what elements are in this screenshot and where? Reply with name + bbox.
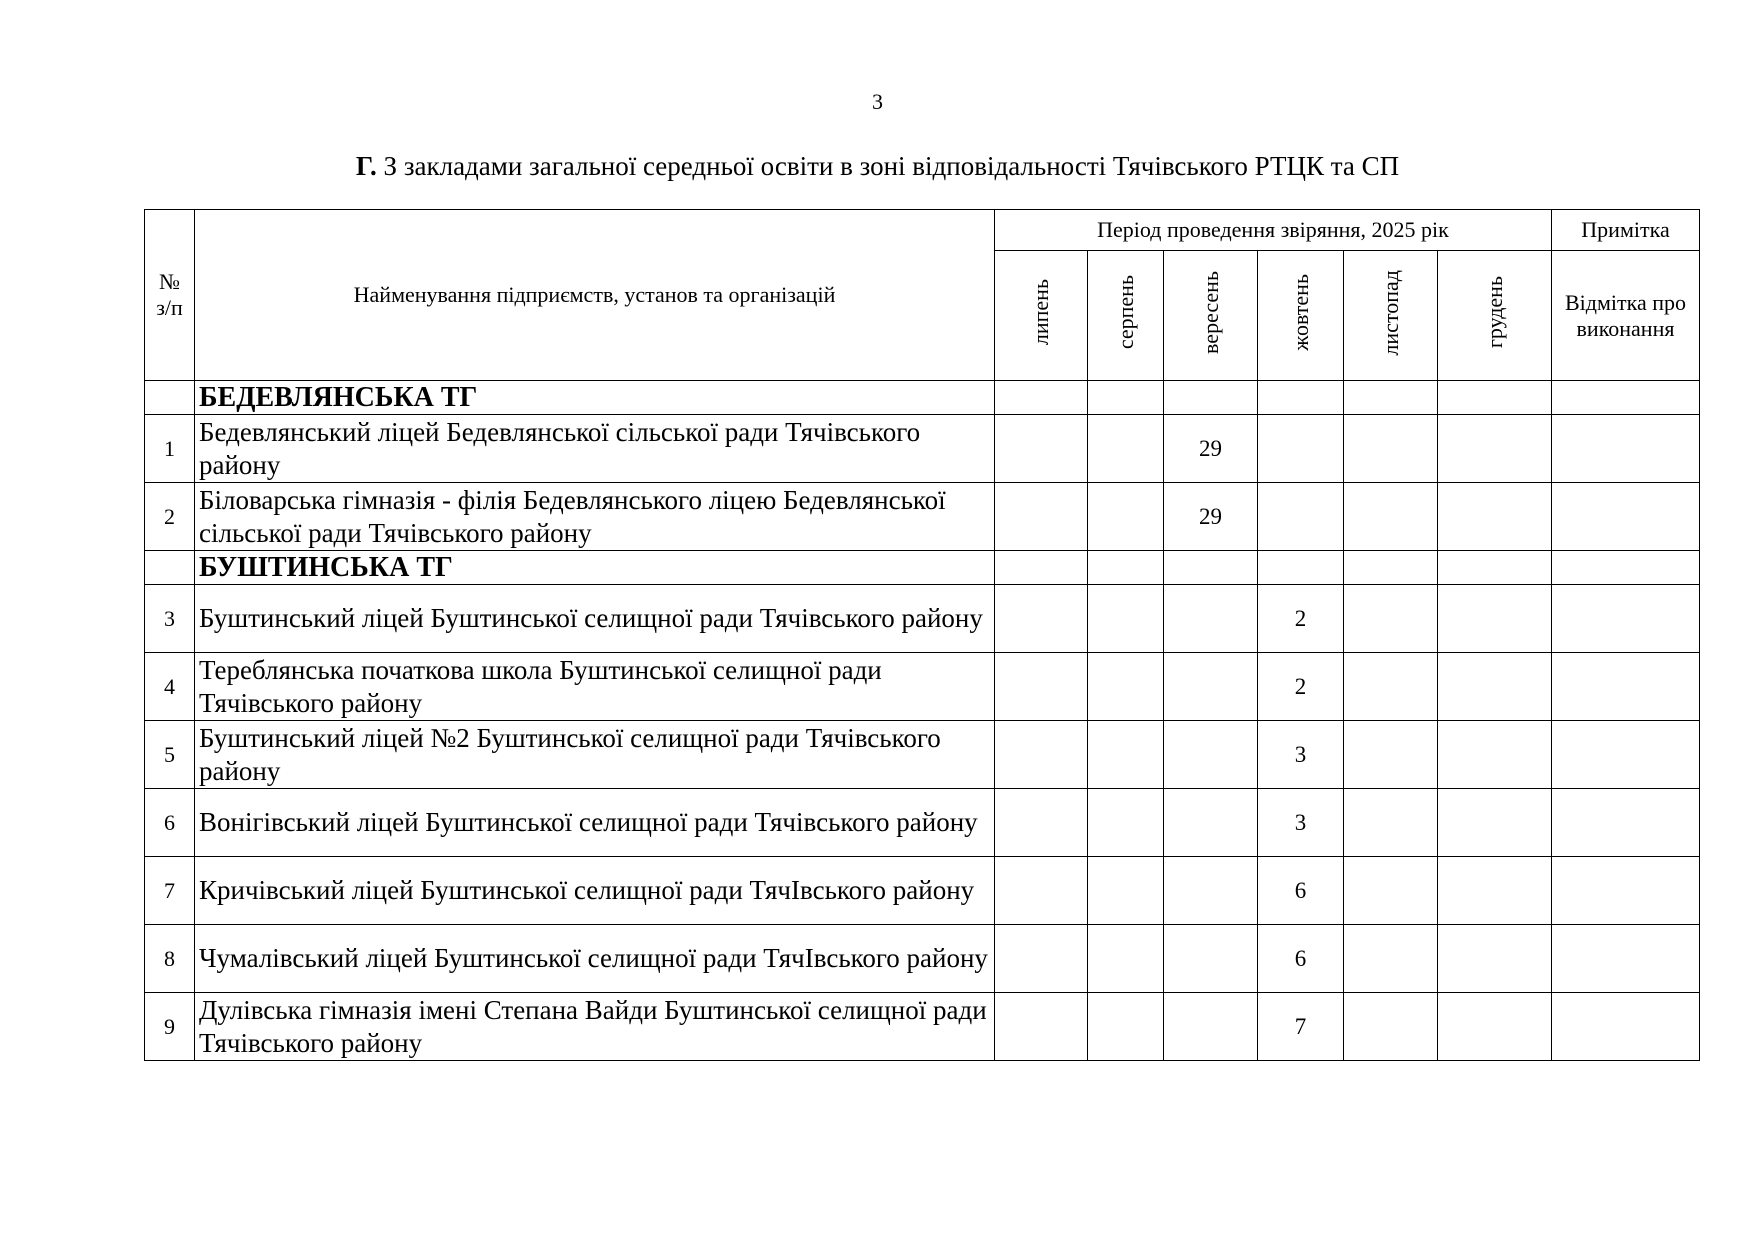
month-value <box>1088 993 1164 1061</box>
month-value <box>995 721 1088 789</box>
note-value <box>1552 993 1700 1061</box>
month-value: 7 <box>1258 993 1344 1061</box>
institution-name: Вонігівський ліцей Буштинської селищної ради Тячівського району <box>195 789 995 857</box>
month-value <box>995 585 1088 653</box>
month-value: 6 <box>1258 857 1344 925</box>
note-value <box>1552 653 1700 721</box>
section-title: З закладами загальної середньої освіти в зоні відповідальності Тячівського РТЦК та СП <box>376 151 1400 181</box>
empty-cell <box>1438 551 1552 585</box>
month-value <box>1344 721 1438 789</box>
month-value <box>1438 415 1552 483</box>
month-value <box>1344 415 1438 483</box>
row-number: 2 <box>145 483 195 551</box>
month-value: 3 <box>1258 789 1344 857</box>
month-value <box>1088 415 1164 483</box>
month-label: вересень <box>1197 271 1223 354</box>
empty-cell <box>1258 381 1344 415</box>
month-value <box>1344 925 1438 993</box>
empty-cell <box>1164 381 1258 415</box>
month-value <box>1438 925 1552 993</box>
group-number-cell <box>145 381 195 415</box>
month-header-2 <box>1088 251 1164 381</box>
table-body <box>145 210 1700 1061</box>
row-number: 7 <box>145 857 195 925</box>
empty-cell <box>1088 381 1164 415</box>
month-value <box>1438 585 1552 653</box>
empty-cell <box>1438 381 1552 415</box>
col-name-header: Найменування підприємств, установ та організацій <box>195 210 995 381</box>
month-value <box>1344 789 1438 857</box>
table-row <box>145 483 1700 551</box>
month-value <box>1164 857 1258 925</box>
month-value <box>1438 653 1552 721</box>
month-value <box>1164 993 1258 1061</box>
empty-cell <box>1344 551 1438 585</box>
institution-name: Буштинський ліцей №2 Буштинської селищної ради Тячівського району <box>195 721 995 789</box>
row-number: 8 <box>145 925 195 993</box>
empty-cell <box>1088 551 1164 585</box>
note-value <box>1552 585 1700 653</box>
institution-name: Дулівська гімназія імені Степана Вайди Буштинської селищної ради Тячівського району <box>195 993 995 1061</box>
month-value <box>1438 993 1552 1061</box>
group-row <box>145 381 1700 415</box>
group-title: БУШТИНСЬКА ТГ <box>195 551 995 585</box>
month-value: 29 <box>1164 415 1258 483</box>
month-value: 6 <box>1258 925 1344 993</box>
month-value <box>1088 789 1164 857</box>
institution-name: Кричівський ліцей Буштинської селищної ради ТячІвського району <box>195 857 995 925</box>
month-value <box>1438 721 1552 789</box>
month-value <box>1164 585 1258 653</box>
institution-name: Біловарська гімназія - філія Бедевлянського ліцею Бедевлянської сільської ради Тячівського району <box>195 483 995 551</box>
period-header: Період проведення звіряння, 2025 рік <box>995 210 1552 251</box>
month-label: листопад <box>1377 269 1403 356</box>
month-header-4 <box>1258 251 1344 381</box>
section-heading <box>0 150 1755 182</box>
empty-cell <box>1552 381 1700 415</box>
month-value <box>1088 653 1164 721</box>
month-label: серпень <box>1112 275 1138 350</box>
table-row <box>145 857 1700 925</box>
header-row-1 <box>145 210 1700 251</box>
month-header-6 <box>1438 251 1552 381</box>
month-header-1 <box>995 251 1088 381</box>
month-value <box>995 483 1088 551</box>
month-value <box>1344 857 1438 925</box>
month-value <box>1088 585 1164 653</box>
month-value: 29 <box>1164 483 1258 551</box>
month-value <box>1344 483 1438 551</box>
month-value <box>995 925 1088 993</box>
section-letter: Г. <box>355 151 377 181</box>
page-number: 3 <box>872 89 883 114</box>
table-row <box>145 415 1700 483</box>
col-number-header <box>145 210 195 381</box>
empty-cell <box>1258 551 1344 585</box>
month-value <box>995 789 1088 857</box>
month-value <box>995 993 1088 1061</box>
note-value <box>1552 483 1700 551</box>
month-value <box>1164 653 1258 721</box>
table-row <box>145 993 1700 1061</box>
month-label: липень <box>1028 279 1053 346</box>
institution-name: Бедевлянський ліцей Бедевлянської сільської ради Тячівського району <box>195 415 995 483</box>
table-row <box>145 925 1700 993</box>
empty-cell <box>995 381 1088 415</box>
note-value <box>1552 925 1700 993</box>
month-value: 2 <box>1258 653 1344 721</box>
month-value <box>995 653 1088 721</box>
month-value <box>1088 483 1164 551</box>
month-value <box>1164 789 1258 857</box>
note-value <box>1552 415 1700 483</box>
note-subheader: Відмітка про виконання <box>1552 251 1700 381</box>
note-value <box>1552 857 1700 925</box>
month-header-5 <box>1344 251 1438 381</box>
month-value <box>1438 789 1552 857</box>
empty-cell <box>1552 551 1700 585</box>
month-value <box>1258 415 1344 483</box>
institution-name: Чумалівський ліцей Буштинської селищної ради ТячІвського району <box>195 925 995 993</box>
group-row <box>145 551 1700 585</box>
row-number: 1 <box>145 415 195 483</box>
month-value <box>1344 993 1438 1061</box>
month-value: 3 <box>1258 721 1344 789</box>
row-number: 9 <box>145 993 195 1061</box>
month-value <box>1088 925 1164 993</box>
month-value <box>1344 585 1438 653</box>
institution-name: Буштинський ліцей Буштинської селищної ради Тячівського району <box>195 585 995 653</box>
month-value <box>1088 721 1164 789</box>
row-number: 3 <box>145 585 195 653</box>
row-number: 5 <box>145 721 195 789</box>
col-number-header-text: № з/п <box>156 269 183 320</box>
table-row <box>145 653 1700 721</box>
table-row <box>145 721 1700 789</box>
month-header-3 <box>1164 251 1258 381</box>
month-value <box>1164 925 1258 993</box>
month-value: 2 <box>1258 585 1344 653</box>
empty-cell <box>995 551 1088 585</box>
month-value <box>1164 721 1258 789</box>
group-number-cell <box>145 551 195 585</box>
note-value <box>1552 789 1700 857</box>
month-value <box>1088 857 1164 925</box>
table-row <box>145 585 1700 653</box>
month-value <box>1438 857 1552 925</box>
empty-cell <box>1344 381 1438 415</box>
month-value <box>1258 483 1344 551</box>
note-value <box>1552 721 1700 789</box>
institution-name: Тереблянська початкова школа Буштинської селищної ради Тячівського району <box>195 653 995 721</box>
row-number: 6 <box>145 789 195 857</box>
table-row <box>145 789 1700 857</box>
row-number: 4 <box>145 653 195 721</box>
month-value <box>995 857 1088 925</box>
empty-cell <box>1164 551 1258 585</box>
month-label: грудень <box>1481 276 1507 349</box>
month-value <box>1438 483 1552 551</box>
month-value <box>995 415 1088 483</box>
note-header: Примітка <box>1552 210 1700 251</box>
month-label: жовтень <box>1287 274 1313 351</box>
month-value <box>1344 653 1438 721</box>
schedule-table <box>144 209 1700 1061</box>
group-title: БЕДЕВЛЯНСЬКА ТГ <box>195 381 995 415</box>
